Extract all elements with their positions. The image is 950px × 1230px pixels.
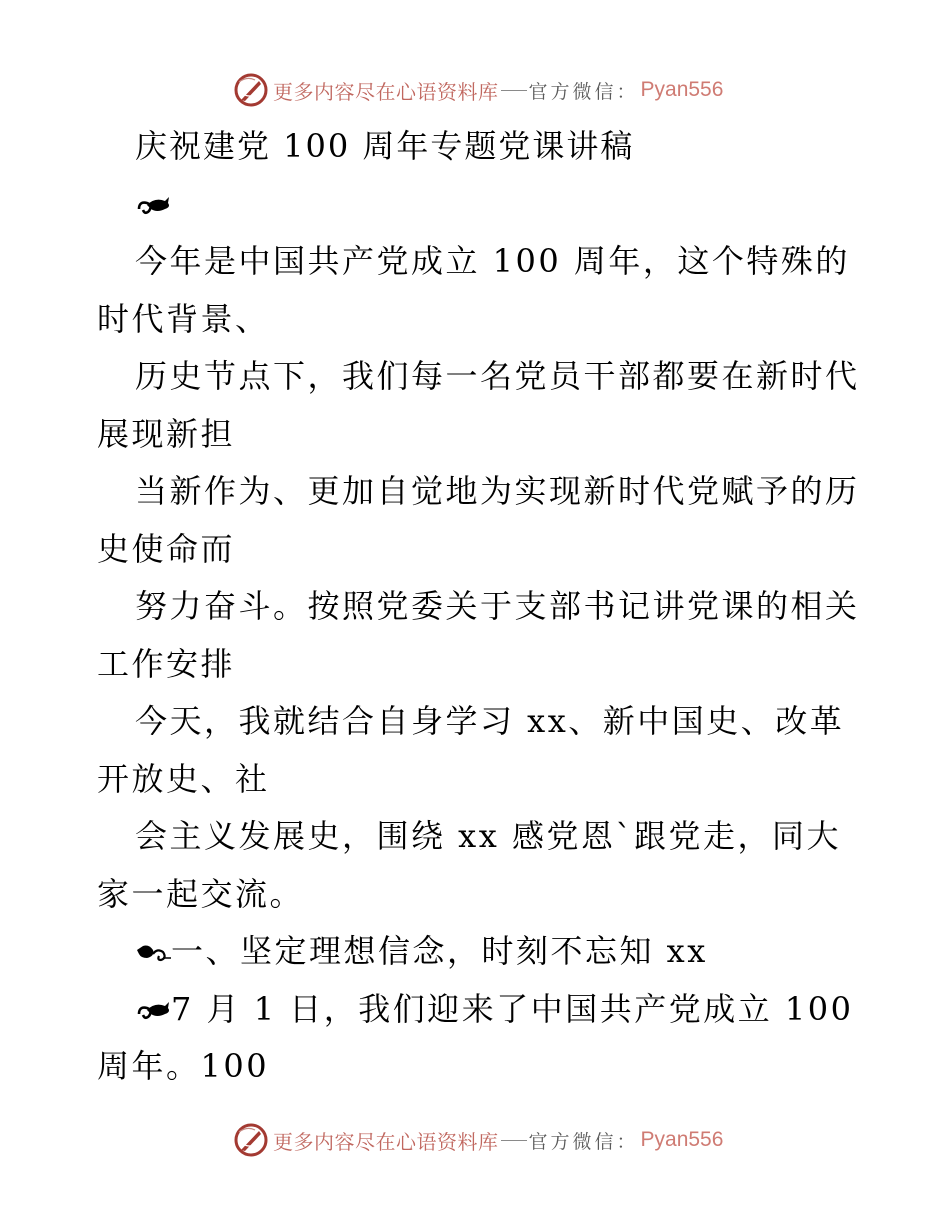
watermark-wechat-id: Pyan556 — [640, 1128, 724, 1151]
watermark-dash — [501, 1140, 527, 1141]
paragraph-line: 努力奋斗。按照党委关于支部书记讲党课的相关 — [135, 587, 860, 625]
paragraph-line: 历史节点下，我们每一名党员干部都要在新时代 — [135, 357, 860, 395]
footer-watermark — [233, 1120, 723, 1160]
section-text: 7 月 1 日，我们迎来了中国共产党成立 100 — [171, 989, 854, 1028]
header-watermark — [233, 70, 723, 110]
paragraph-line: 时代背景、 — [97, 299, 270, 338]
paragraph-line: 开放史、社 — [97, 759, 270, 798]
paragraph-line: 今年是中国共产党成立 100 周年，这个特殊的 — [135, 242, 850, 280]
document-title: 庆祝建党 100 周年专题党课讲稿 — [135, 127, 635, 165]
paragraph-line: 家一起交流。 — [97, 874, 305, 913]
paragraph-line: 史使命而 — [97, 529, 236, 568]
paragraph-line — [97, 981, 857, 1039]
paragraph-line: 会主义发展史，围绕 xx 感党恩`跟党走，同大 — [135, 817, 841, 855]
watermark-official-label: 官方微信： — [528, 1130, 639, 1153]
watermark-brand-text: 更多内容尽在心语资料库 — [273, 1129, 499, 1154]
section-heading: 一、坚定理想信念，时刻不忘知 xx — [171, 932, 708, 970]
watermark-dash — [501, 90, 527, 91]
watermark-brand-text: 更多内容尽在心语资料库 — [273, 79, 499, 104]
watermark-official-label: 官方微信： — [528, 80, 639, 103]
fleuron-ornament-icon — [135, 998, 171, 1024]
document-body — [97, 118, 860, 1096]
quill-logo-icon — [233, 72, 269, 108]
paragraph-line: 工作安排 — [97, 644, 236, 683]
section-heading-line — [97, 923, 857, 981]
ornament-line — [97, 176, 857, 234]
quill-logo-icon — [233, 1122, 269, 1158]
paragraph-line: 今天，我就结合自身学习 xx、新中国史、改革 — [135, 702, 845, 740]
paragraph-line: 周年。100 — [97, 1047, 270, 1085]
paragraph-line: 当新作为、更加自觉地为实现新时代党赋予的历 — [135, 472, 860, 510]
fleuron-ornament-icon — [135, 193, 171, 219]
fleuron-left-ornament-icon — [135, 940, 171, 966]
watermark-wechat-id: Pyan556 — [640, 78, 724, 101]
paragraph-line: 展现新担 — [97, 414, 236, 453]
